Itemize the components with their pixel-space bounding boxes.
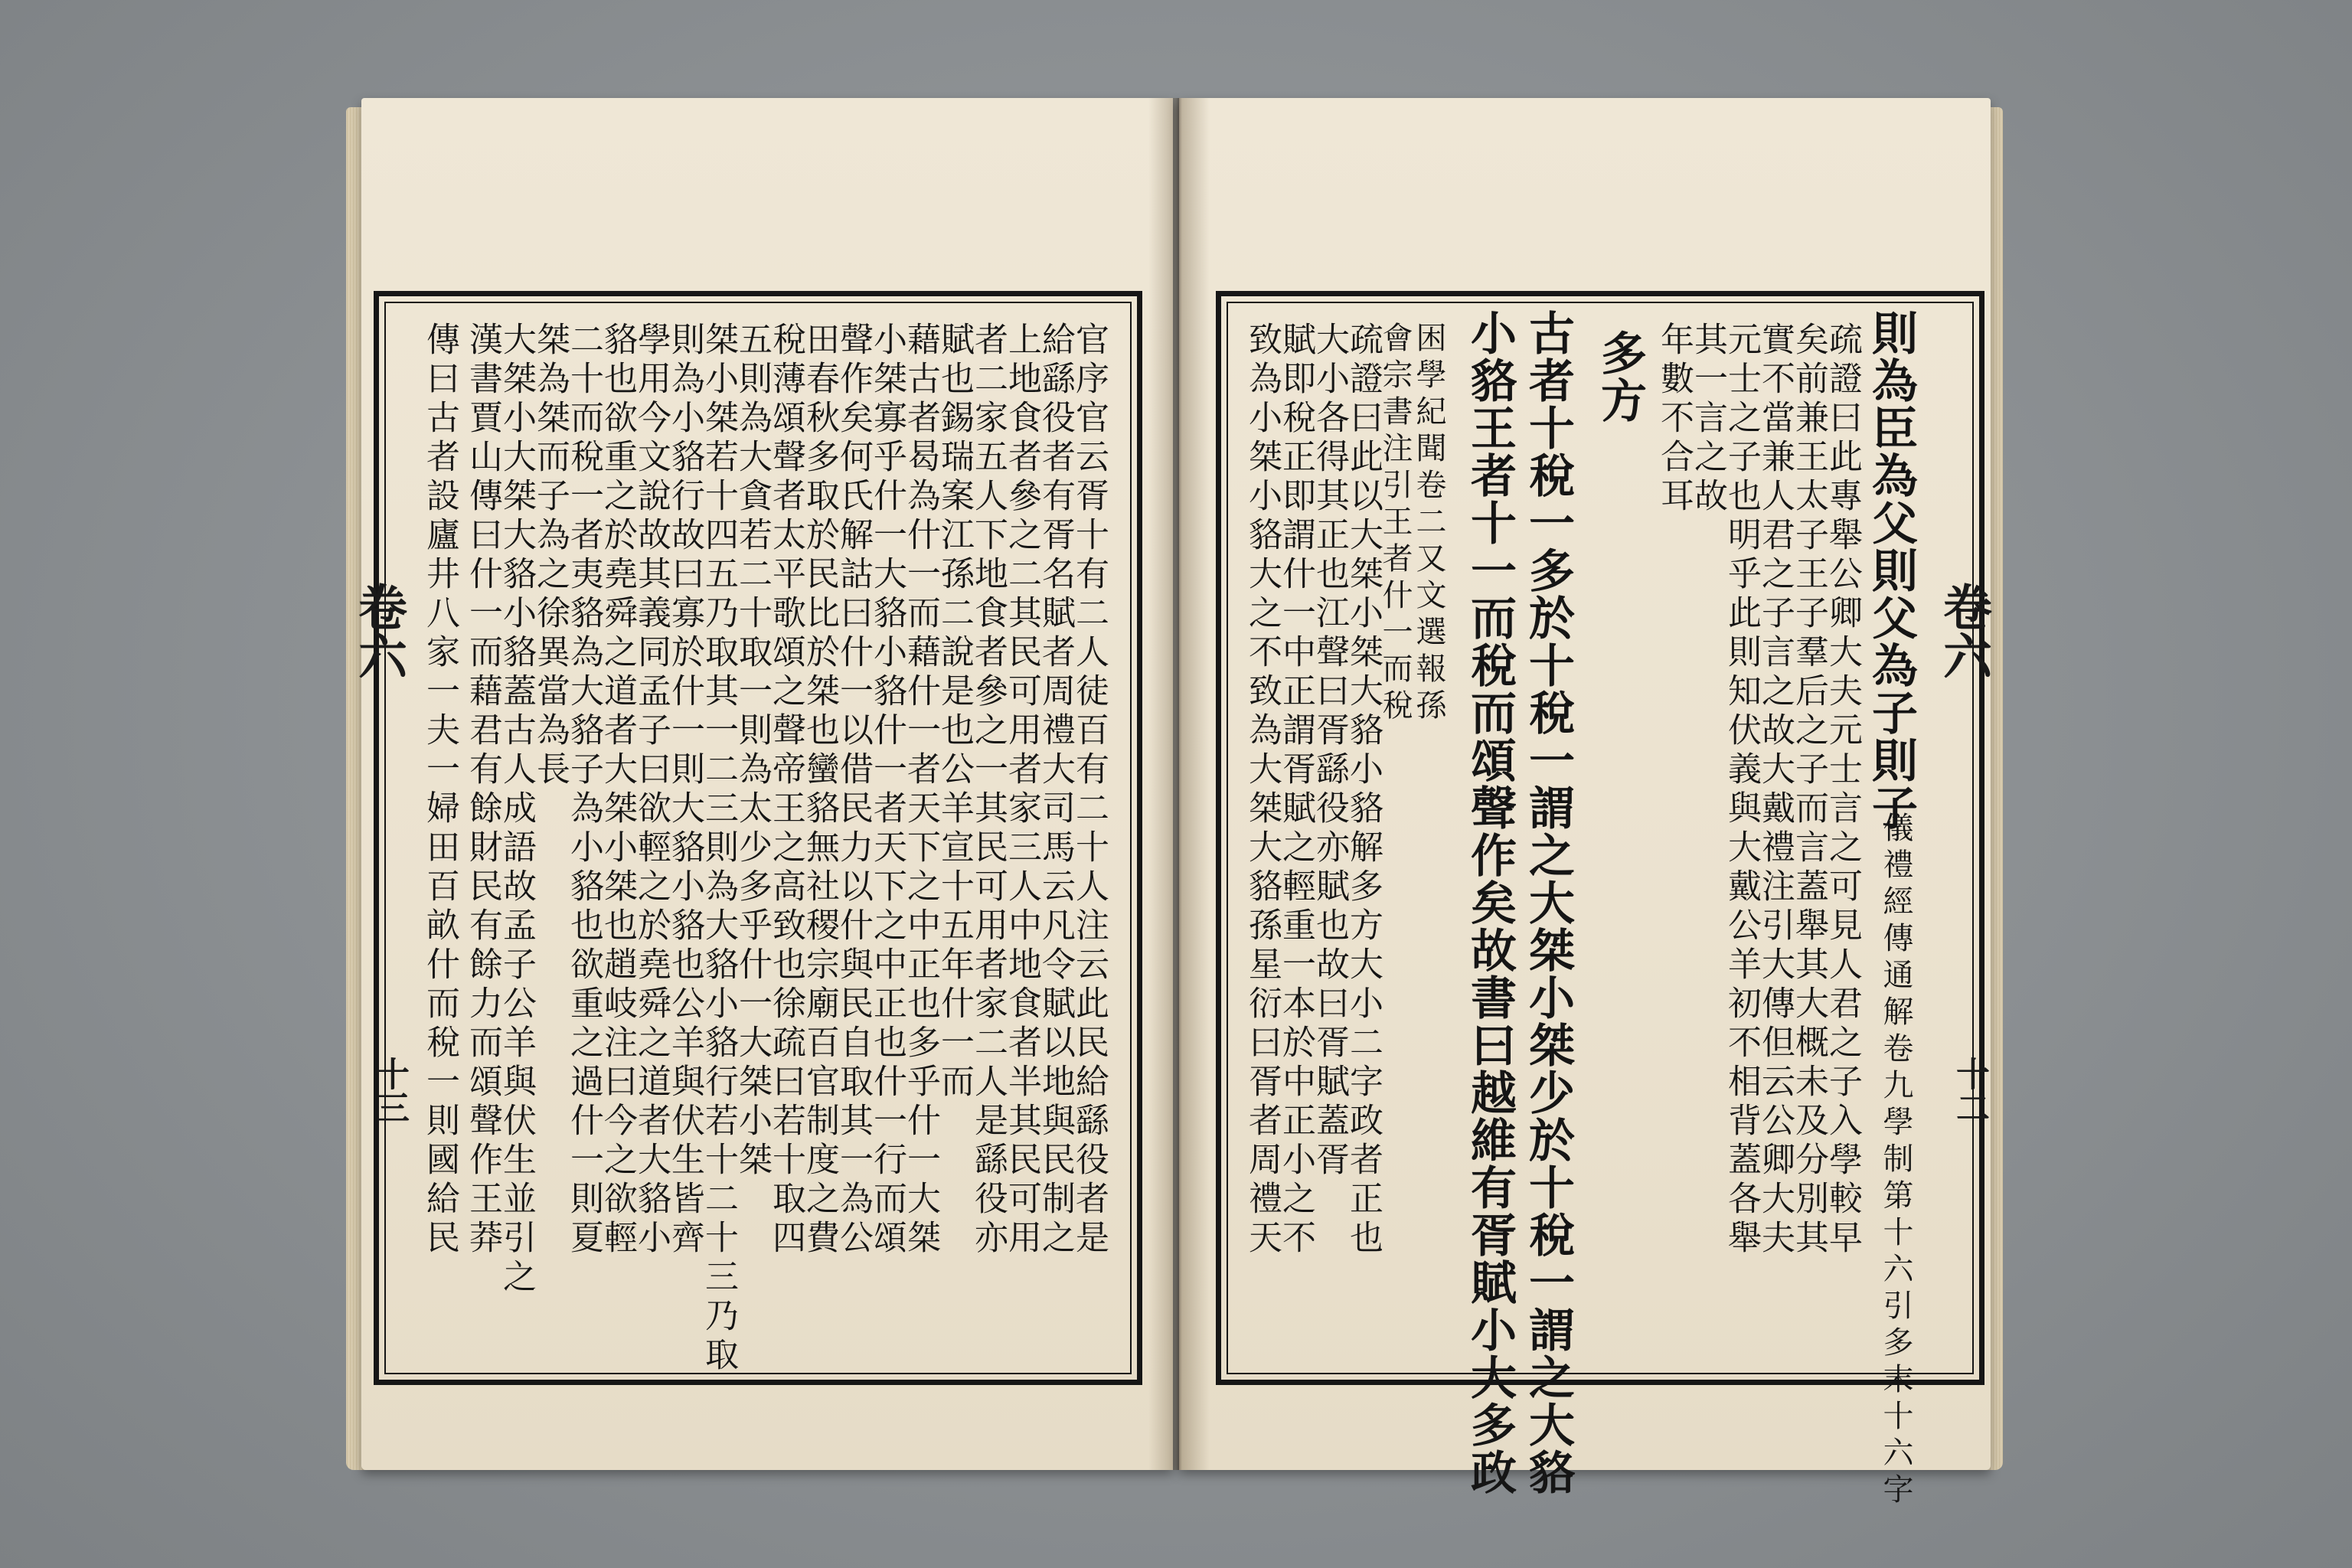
right-col-16: 賦即稅正即謂什一中正謂胥賦之輕重一本於中正小之不 [1276,322,1315,1259]
right-col-3: 疏證曰此專舉公卿大夫元士言之可見人君之子入學較早 [1823,322,1862,1259]
left-col-17: 桀為桀而子為之徐異當為長 [531,322,570,790]
left-col-1: 官序官云胥十有二人徒百有二十人注云此民給繇役者是 [1070,322,1109,1259]
left-col-7: 小桀寡乎什一大貉小貉什一者天下之中正也什一行而頌 [867,322,906,1259]
left-col-10: 稅薄頌聲者太平歌頌之聲帝王之高致也徐疏曰若十取四 [766,322,805,1259]
left-col-20: 傳曰古者設廬井八家一夫一婦田百畝什而稅一則國給民 [420,322,459,1259]
right-page-folio-number: 十二 [1950,1057,1989,1124]
left-page-fold-title: 卷六 [350,582,407,680]
right-col-17: 致為小桀小貉大之不致為大桀大貉孫星衍曰胥者周禮天 [1243,322,1282,1259]
right-col-4: 矣前兼王太子王子羣后之子而言蓋舉其大概未及分別其 [1789,322,1828,1259]
left-col-2: 給繇役者有胥名賦者周禮大司馬云凡令賦以地與民制之 [1036,322,1075,1259]
left-col-9: 田春秋多取於民比於桀也蠻貉無社稷宗廟百官制度之費 [800,322,839,1259]
right-col-12: 困學紀聞卷二又文選報孫 [1411,322,1446,726]
left-col-6: 藉古者曷為什一而藉什一者天下之中正也多乎什一大桀 [901,322,940,1259]
right-col-9: 多方 [1593,329,1647,424]
right-page-fold-title: 卷六 [1935,582,1992,680]
left-page-folio-number: 十三 [370,1057,409,1124]
left-col-3: 上地食者參之二其民可用者家三人中地食者半其民可用 [1002,322,1041,1259]
right-col-5: 實不當兼人君之子言之故大戴禮注引大傳但云公卿大夫 [1756,322,1795,1259]
left-col-16: 二十而稅一者夷貉為大貉子為小貉也欲重之過什一則夏 [564,322,603,1259]
left-col-19: 漢書賈山傳曰什一而藉君有餘財民有餘力而頌聲作王莽 [463,322,502,1259]
right-col-8: 年數不合耳 [1655,322,1694,517]
left-col-15: 貉也欲重之於堯舜之道者大桀小桀也趙岐注曰今之欲輕 [598,322,637,1259]
left-col-11: 五則為大貪若二十取一則為太少多乎什一大桀小桀 [733,322,772,1181]
left-col-13: 則為小貉行故曰寡於什一則大貉小貉也公羊與伏生皆齊 [665,322,704,1259]
left-col-8: 聲作矣何氏解詁曰什一以借民力以什與民自取其一為公 [834,322,873,1259]
right-col-7: 其一言之故 [1688,322,1727,517]
right-col-6: 元士之子也明乎此則知伏義與大戴公羊初不相背蓋各舉 [1722,322,1761,1259]
right-col-14: 疏證曰此以大桀小桀大貉小貉解多方大小二字政者正也 [1344,322,1383,1259]
left-col-14: 學用今文說故其義同孟子曰欲輕之於堯舜之道者大貉小 [632,322,671,1259]
right-col-2: 儀禮經傳通解卷九學制第十六引多末十六字 [1878,812,1913,1510]
right-col-13: 會宗書注引王者什一而稅 [1377,322,1413,726]
left-col-18: 大桀小大桀大貉小貉蓋古人成語故孟子公羊與伏生並引之 [497,322,536,1298]
book-gutter [1148,98,1210,1470]
right-col-11: 小貉王者十一而稅而頌聲作矣故書曰越維有胥賦小大多政 [1463,309,1517,1496]
left-col-5: 賦也錫瑞案江孫二說是也公羊宣十五年什一而 [935,322,974,1102]
right-col-15: 大小各得其正也江聲曰胥繇役亦賦也故曰胥賦蓋胥 [1310,322,1349,1181]
left-col-12: 桀小桀若十四五乃取其一二三則為大貉小貉行若十二十三乃取 [699,322,738,1376]
right-col-10: 古者十稅一多於十稅一謂之大桀小桀少於十稅一謂之大貉 [1521,309,1575,1496]
left-col-4: 者二家五人下地食者參之一其民可用者家二人是繇役亦 [969,322,1008,1259]
right-col-1: 則為臣為父則父為子則子 [1864,309,1918,831]
